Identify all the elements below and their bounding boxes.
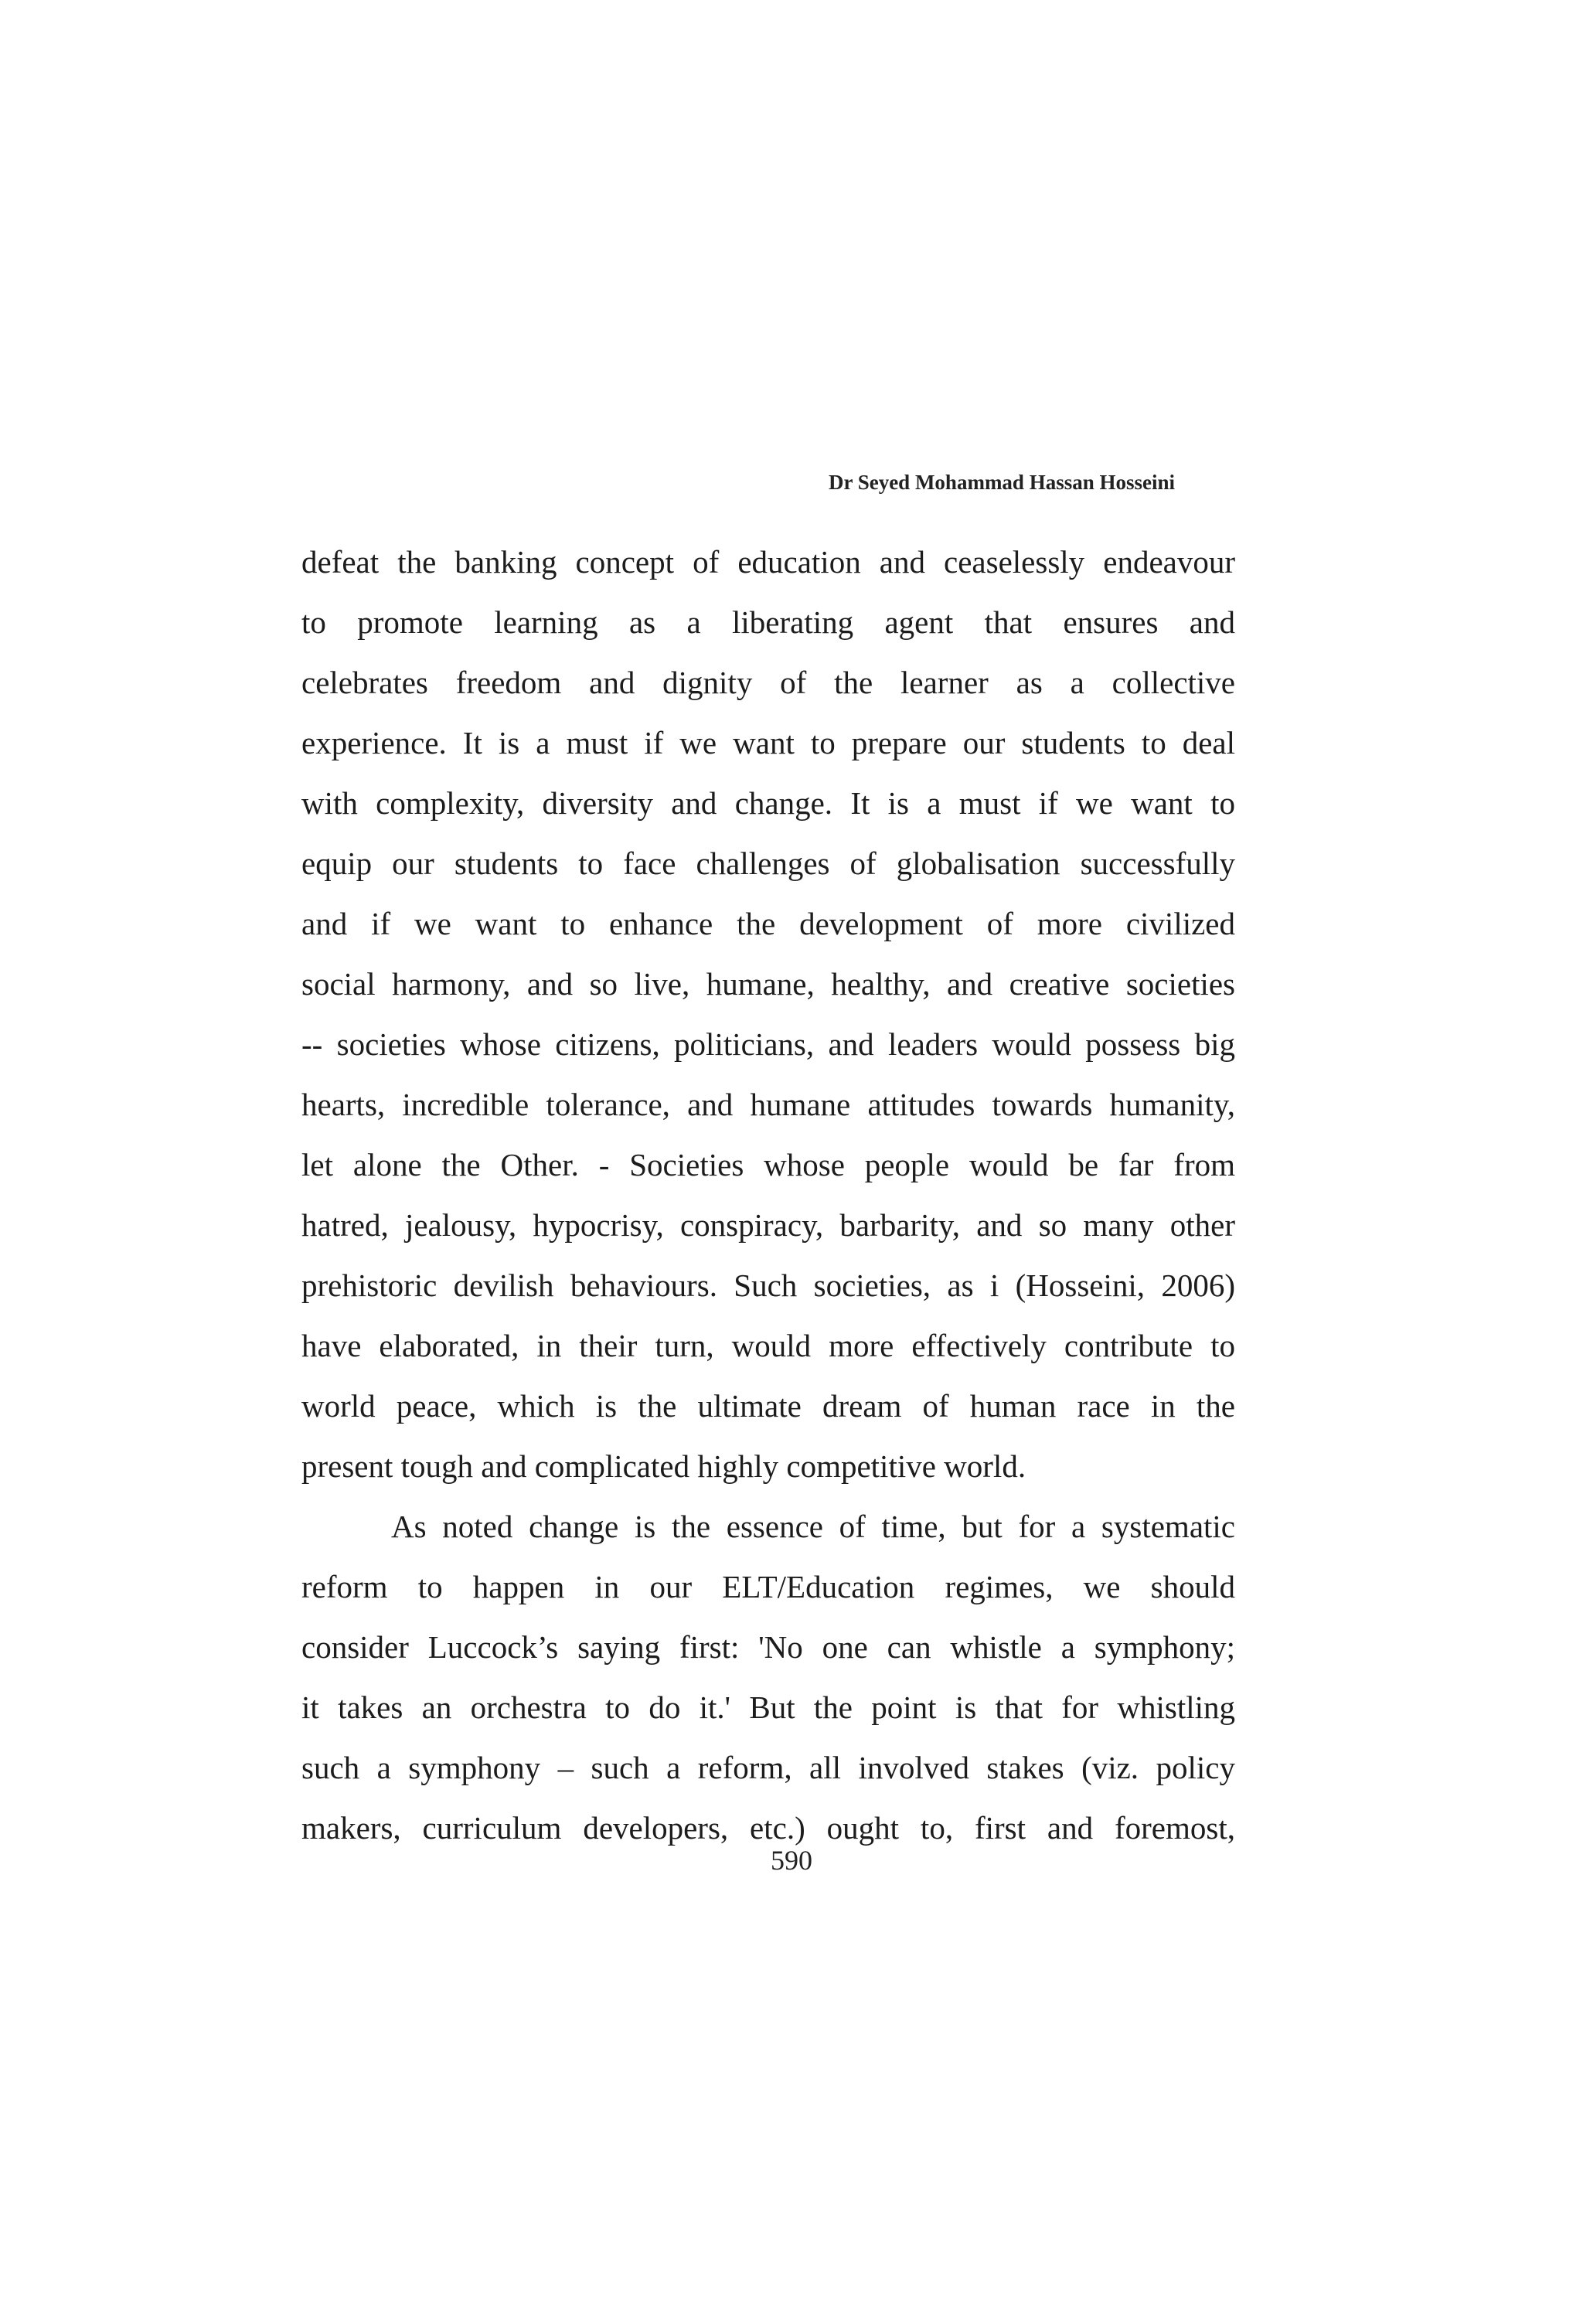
text-line: reform to happen in our ELT/Education regimes, we should [301,1569,1235,1604]
text-line: hatred, jealousy, hypocrisy, conspiracy, barbarity, and so many other [301,1207,1235,1243]
text-line: let alone the Other. - Societies whose people would be far from [301,1147,1235,1182]
text-line: present tough and complicated highly competitive world. [301,1448,1026,1484]
text-line: equip our students to face challenges of globalisation successfully [301,846,1235,881]
text-line: and if we want to enhance the development of more civilized [301,906,1235,941]
text-line: defeat the banking concept of education and ceaselessly endeavour [301,544,1235,580]
text-line: -- societies whose citizens, politicians, and leaders would possess big [301,1026,1235,1062]
page-number: 590 [771,1845,812,1876]
running-header-author: Dr Seyed Mohammad Hassan Hosseini [828,471,1175,494]
text-line: As noted change is the essence of time, but for a systematic [391,1509,1235,1544]
body-text [301,532,1235,1858]
text-line: to promote learning as a liberating agent that ensures and [301,604,1235,640]
text-line: such a symphony – such a reform, all involved stakes (viz. policy [301,1750,1235,1785]
text-line: makers, curriculum developers, etc.) ought to, first and foremost, [301,1810,1235,1846]
text-line: consider Luccock’s saying first: 'No one can whistle a symphony; [301,1629,1235,1665]
text-line: have elaborated, in their turn, would more effectively contribute to [301,1328,1235,1363]
text-line: prehistoric devilish behaviours. Such societies, as i (Hosseini, 2006) [301,1267,1235,1303]
text-line: hearts, incredible tolerance, and humane attitudes towards humanity, [301,1087,1235,1122]
text-line: it takes an orchestra to do it.' But the point is that for whistling [301,1689,1235,1725]
text-line: social harmony, and so live, humane, healthy, and creative societies [301,966,1235,1002]
text-line: celebrates freedom and dignity of the learner as a collective [301,665,1235,700]
text-line: experience. It is a must if we want to prepare our students to deal [301,725,1235,760]
text-line: with complexity, diversity and change. It is a must if we want to [301,785,1235,821]
text-line: world peace, which is the ultimate dream of human race in the [301,1388,1235,1424]
